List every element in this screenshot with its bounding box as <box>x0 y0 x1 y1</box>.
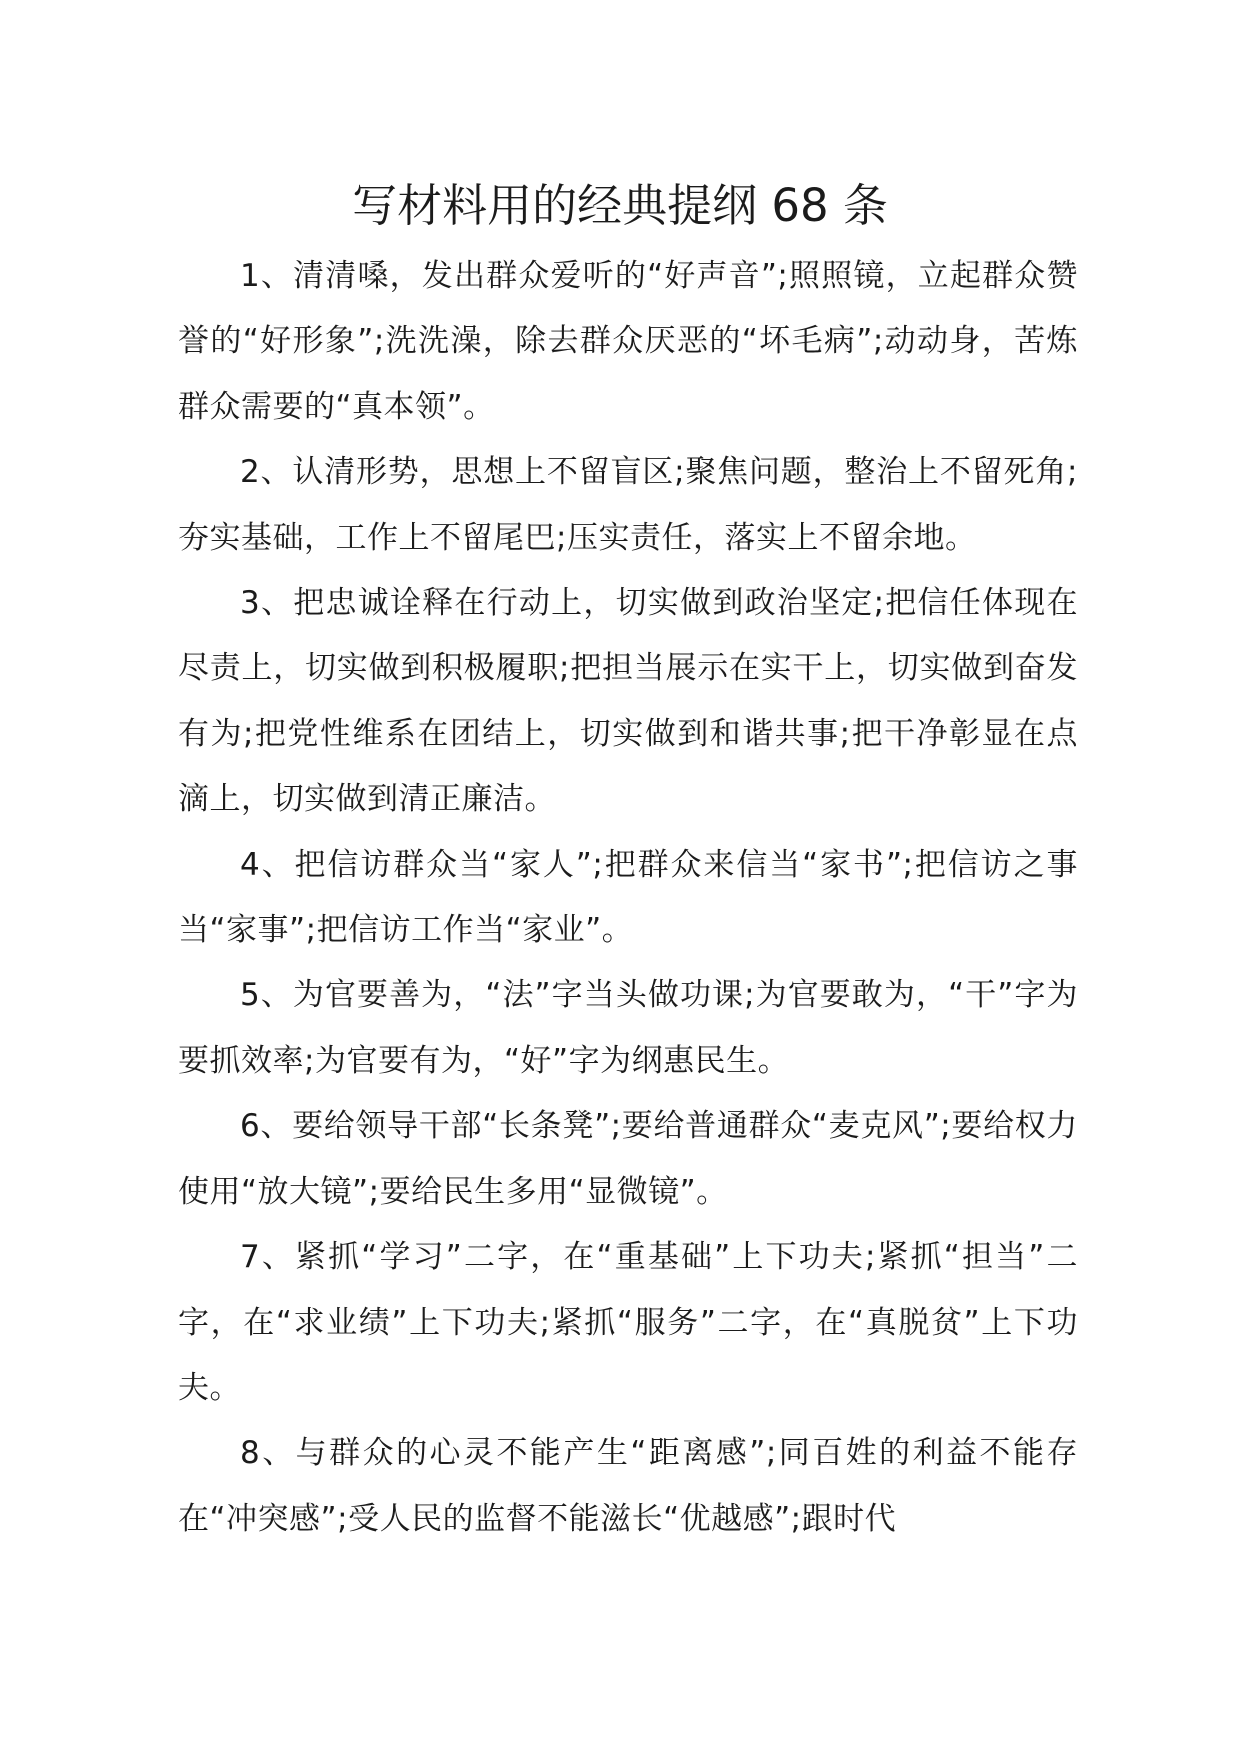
paragraph-3: 3、把忠诚诠释在行动上，切实做到政治坚定;把信任体现在尽责上，切实做到积极履职;把担当展示在实干上，切实做到奋发有为;把党性维系在团结上，切实做到和谐共事;把干净彰显在点滴上，切实做到清正廉洁。 <box>178 585 1078 818</box>
paragraph-5: 5、为官要善为，“法”字当头做功课;为官要敢为，“干”字为要抓效率;为官要有为，“好”字为纲惠民生。 <box>178 977 1078 1079</box>
paragraph-1: 1、清清嗓，发出群众爱听的“好声音”;照照镜，立起群众赞誉的“好形象”;洗洗澡，除去群众厌恶的“坏毛病”;动动身，苦炼群众需要的“真本领”。 <box>178 258 1078 425</box>
paragraph-8: 8、与群众的心灵不能产生“距离感”;同百姓的利益不能存在“冲突感”;受人民的监督不能滋长“优越感”;跟时代 <box>178 1435 1078 1537</box>
paragraph-2: 2、认清形势，思想上不留盲区;聚焦问题，整治上不留死角;夯实基础，工作上不留尾巴;压实责任，落实上不留余地。 <box>178 454 1078 556</box>
paragraph-6: 6、要给领导干部“长条凳”;要给普通群众“麦克风”;要给权力使用“放大镜”;要给民生多用“显微镜”。 <box>178 1108 1078 1210</box>
paragraph-7: 7、紧抓“学习”二字，在“重基础”上下功夫;紧抓“担当”二字，在“求业绩”上下功夫;紧抓“服务”二字，在“真脱贫”上下功夫。 <box>178 1239 1078 1406</box>
document-body <box>178 244 1078 1552</box>
document-title: 写材料用的经典提纲 68 条 <box>352 179 888 232</box>
paragraph-4: 4、把信访群众当“家人”;把群众来信当“家书”;把信访之事当“家事”;把信访工作当“家业”。 <box>178 846 1078 949</box>
